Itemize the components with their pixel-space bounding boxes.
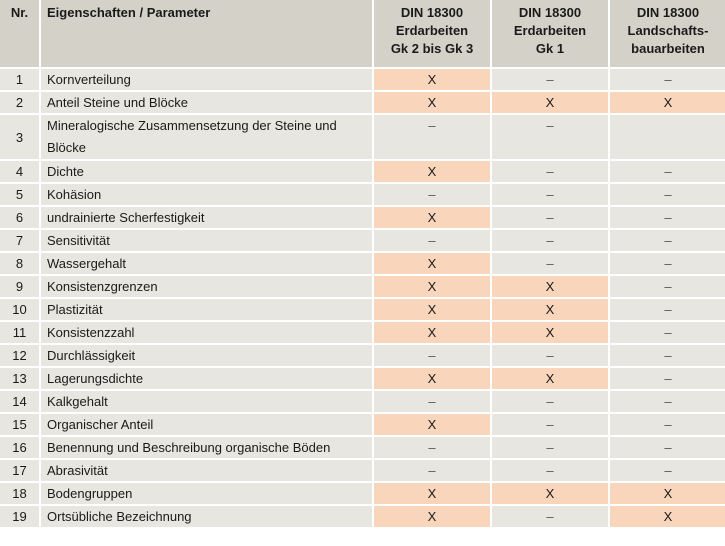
row-number: 7 (0, 230, 39, 251)
value-cell-c3: – (610, 460, 725, 481)
value-cell-c3: – (610, 207, 725, 228)
value-cell-c2: X (492, 483, 608, 504)
value-cell-c1: X (374, 161, 490, 182)
table-row (0, 207, 725, 228)
header-line: DIN 18300 (400, 5, 464, 20)
parameter-name: Organischer Anteil (41, 414, 372, 435)
row-number: 18 (0, 483, 39, 504)
value-cell-c2: – (492, 184, 608, 205)
value-cell-c1: – (374, 460, 490, 481)
parameter-name: Wassergehalt (41, 253, 372, 274)
row-number: 4 (0, 161, 39, 182)
value-cell-c3: – (610, 276, 725, 297)
row-number: 2 (0, 92, 39, 113)
value-cell-c1: – (374, 230, 490, 251)
header-row (0, 0, 725, 67)
table-row (0, 69, 725, 90)
row-number: 15 (0, 414, 39, 435)
row-number: 3 (0, 115, 39, 159)
value-cell-c3 (610, 115, 725, 159)
value-cell-c2: – (492, 437, 608, 458)
parameter-name: Kohäsion (41, 184, 372, 205)
value-cell-c1: X (374, 483, 490, 504)
value-cell-c1: X (374, 368, 490, 389)
table-row (0, 322, 725, 343)
parameter-name: Konsistenzgrenzen (41, 276, 372, 297)
parameter-name: Plastizität (41, 299, 372, 320)
table-row (0, 414, 725, 435)
value-cell-c3: X (610, 92, 725, 113)
value-cell-c2: – (492, 253, 608, 274)
parameter-name: Sensitivität (41, 230, 372, 251)
value-cell-c1: – (374, 115, 490, 159)
row-number: 8 (0, 253, 39, 274)
table-row (0, 253, 725, 274)
table-row (0, 483, 725, 504)
parameter-name: Mineralogische Zusammensetzung der Steine und Blöcke (41, 115, 372, 159)
value-cell-c1: X (374, 276, 490, 297)
row-number: 12 (0, 345, 39, 366)
value-cell-c3: – (610, 345, 725, 366)
header-param: Eigenschaften / Parameter (41, 0, 372, 67)
parameter-name: Benennung und Beschreibung organische Böden (41, 437, 372, 458)
value-cell-c3: – (610, 69, 725, 90)
value-cell-c2: – (492, 345, 608, 366)
header-line: Gk 2 bis Gk 3 (390, 41, 474, 56)
value-cell-c2: X (492, 92, 608, 113)
table-body (0, 69, 725, 527)
value-cell-c1: – (374, 345, 490, 366)
table-row (0, 368, 725, 389)
table-row (0, 506, 725, 527)
row-number: 1 (0, 69, 39, 90)
table-row (0, 184, 725, 205)
table-row (0, 345, 725, 366)
value-cell-c1: X (374, 299, 490, 320)
value-cell-c1: – (374, 437, 490, 458)
parameter-name: Abrasivität (41, 460, 372, 481)
value-cell-c2: – (492, 207, 608, 228)
row-number: 11 (0, 322, 39, 343)
value-cell-c3: – (610, 253, 725, 274)
value-cell-c3: – (610, 414, 725, 435)
table-row (0, 299, 725, 320)
value-cell-c1: – (374, 184, 490, 205)
value-cell-c3: – (610, 184, 725, 205)
value-cell-c2: X (492, 276, 608, 297)
row-number: 14 (0, 391, 39, 412)
header-din-landschaftsbau (610, 0, 725, 67)
value-cell-c3: – (610, 368, 725, 389)
table-row (0, 115, 725, 159)
header-line: bauarbeiten (631, 41, 705, 56)
value-cell-c2: – (492, 115, 608, 159)
row-number: 9 (0, 276, 39, 297)
value-cell-c1: X (374, 92, 490, 113)
row-number: 5 (0, 184, 39, 205)
parameter-name: Anteil Steine und Blöcke (41, 92, 372, 113)
parameter-name: undrainierte Scherfestigkeit (41, 207, 372, 228)
value-cell-c3: – (610, 322, 725, 343)
header-din-gk2-gk3 (374, 0, 490, 67)
header-line: Erdarbeiten (395, 23, 469, 38)
value-cell-c3: – (610, 230, 725, 251)
value-cell-c2: – (492, 161, 608, 182)
table-row (0, 437, 725, 458)
header-line: Erdarbeiten (513, 23, 587, 38)
table-row (0, 161, 725, 182)
table-row (0, 391, 725, 412)
value-cell-c2: – (492, 69, 608, 90)
header-din-gk1 (492, 0, 608, 67)
value-cell-c2: – (492, 391, 608, 412)
value-cell-c2: X (492, 368, 608, 389)
value-cell-c3: – (610, 161, 725, 182)
parameter-name: Kalkgehalt (41, 391, 372, 412)
parameter-name: Ortsübliche Bezeichnung (41, 506, 372, 527)
parameter-name: Konsistenzzahl (41, 322, 372, 343)
parameter-name: Bodengruppen (41, 483, 372, 504)
parameter-name: Lagerungsdichte (41, 368, 372, 389)
value-cell-c3: – (610, 391, 725, 412)
value-cell-c1: X (374, 69, 490, 90)
value-cell-c3: – (610, 299, 725, 320)
header-line: DIN 18300 (636, 5, 700, 20)
row-number: 16 (0, 437, 39, 458)
parameter-name: Durchlässigkeit (41, 345, 372, 366)
table-row (0, 460, 725, 481)
value-cell-c2: – (492, 414, 608, 435)
value-cell-c3: X (610, 483, 725, 504)
header-line: Gk 1 (535, 41, 565, 56)
value-cell-c2: – (492, 230, 608, 251)
value-cell-c2: – (492, 460, 608, 481)
value-cell-c3: X (610, 506, 725, 527)
value-cell-c2: X (492, 299, 608, 320)
header-line: DIN 18300 (518, 5, 582, 20)
value-cell-c1: X (374, 253, 490, 274)
value-cell-c1: X (374, 207, 490, 228)
header-line: Landschafts- (627, 23, 709, 38)
row-number: 17 (0, 460, 39, 481)
value-cell-c1: X (374, 414, 490, 435)
table-row (0, 276, 725, 297)
row-number: 6 (0, 207, 39, 228)
value-cell-c3: – (610, 437, 725, 458)
value-cell-c1: – (374, 391, 490, 412)
table-row (0, 230, 725, 251)
row-number: 10 (0, 299, 39, 320)
value-cell-c1: X (374, 322, 490, 343)
value-cell-c2: X (492, 322, 608, 343)
row-number: 13 (0, 368, 39, 389)
value-cell-c1: X (374, 506, 490, 527)
row-number: 19 (0, 506, 39, 527)
value-cell-c2: – (492, 506, 608, 527)
parameter-name: Kornverteilung (41, 69, 372, 90)
header-nr: Nr. (0, 0, 39, 67)
table-row (0, 92, 725, 113)
parameter-name: Dichte (41, 161, 372, 182)
